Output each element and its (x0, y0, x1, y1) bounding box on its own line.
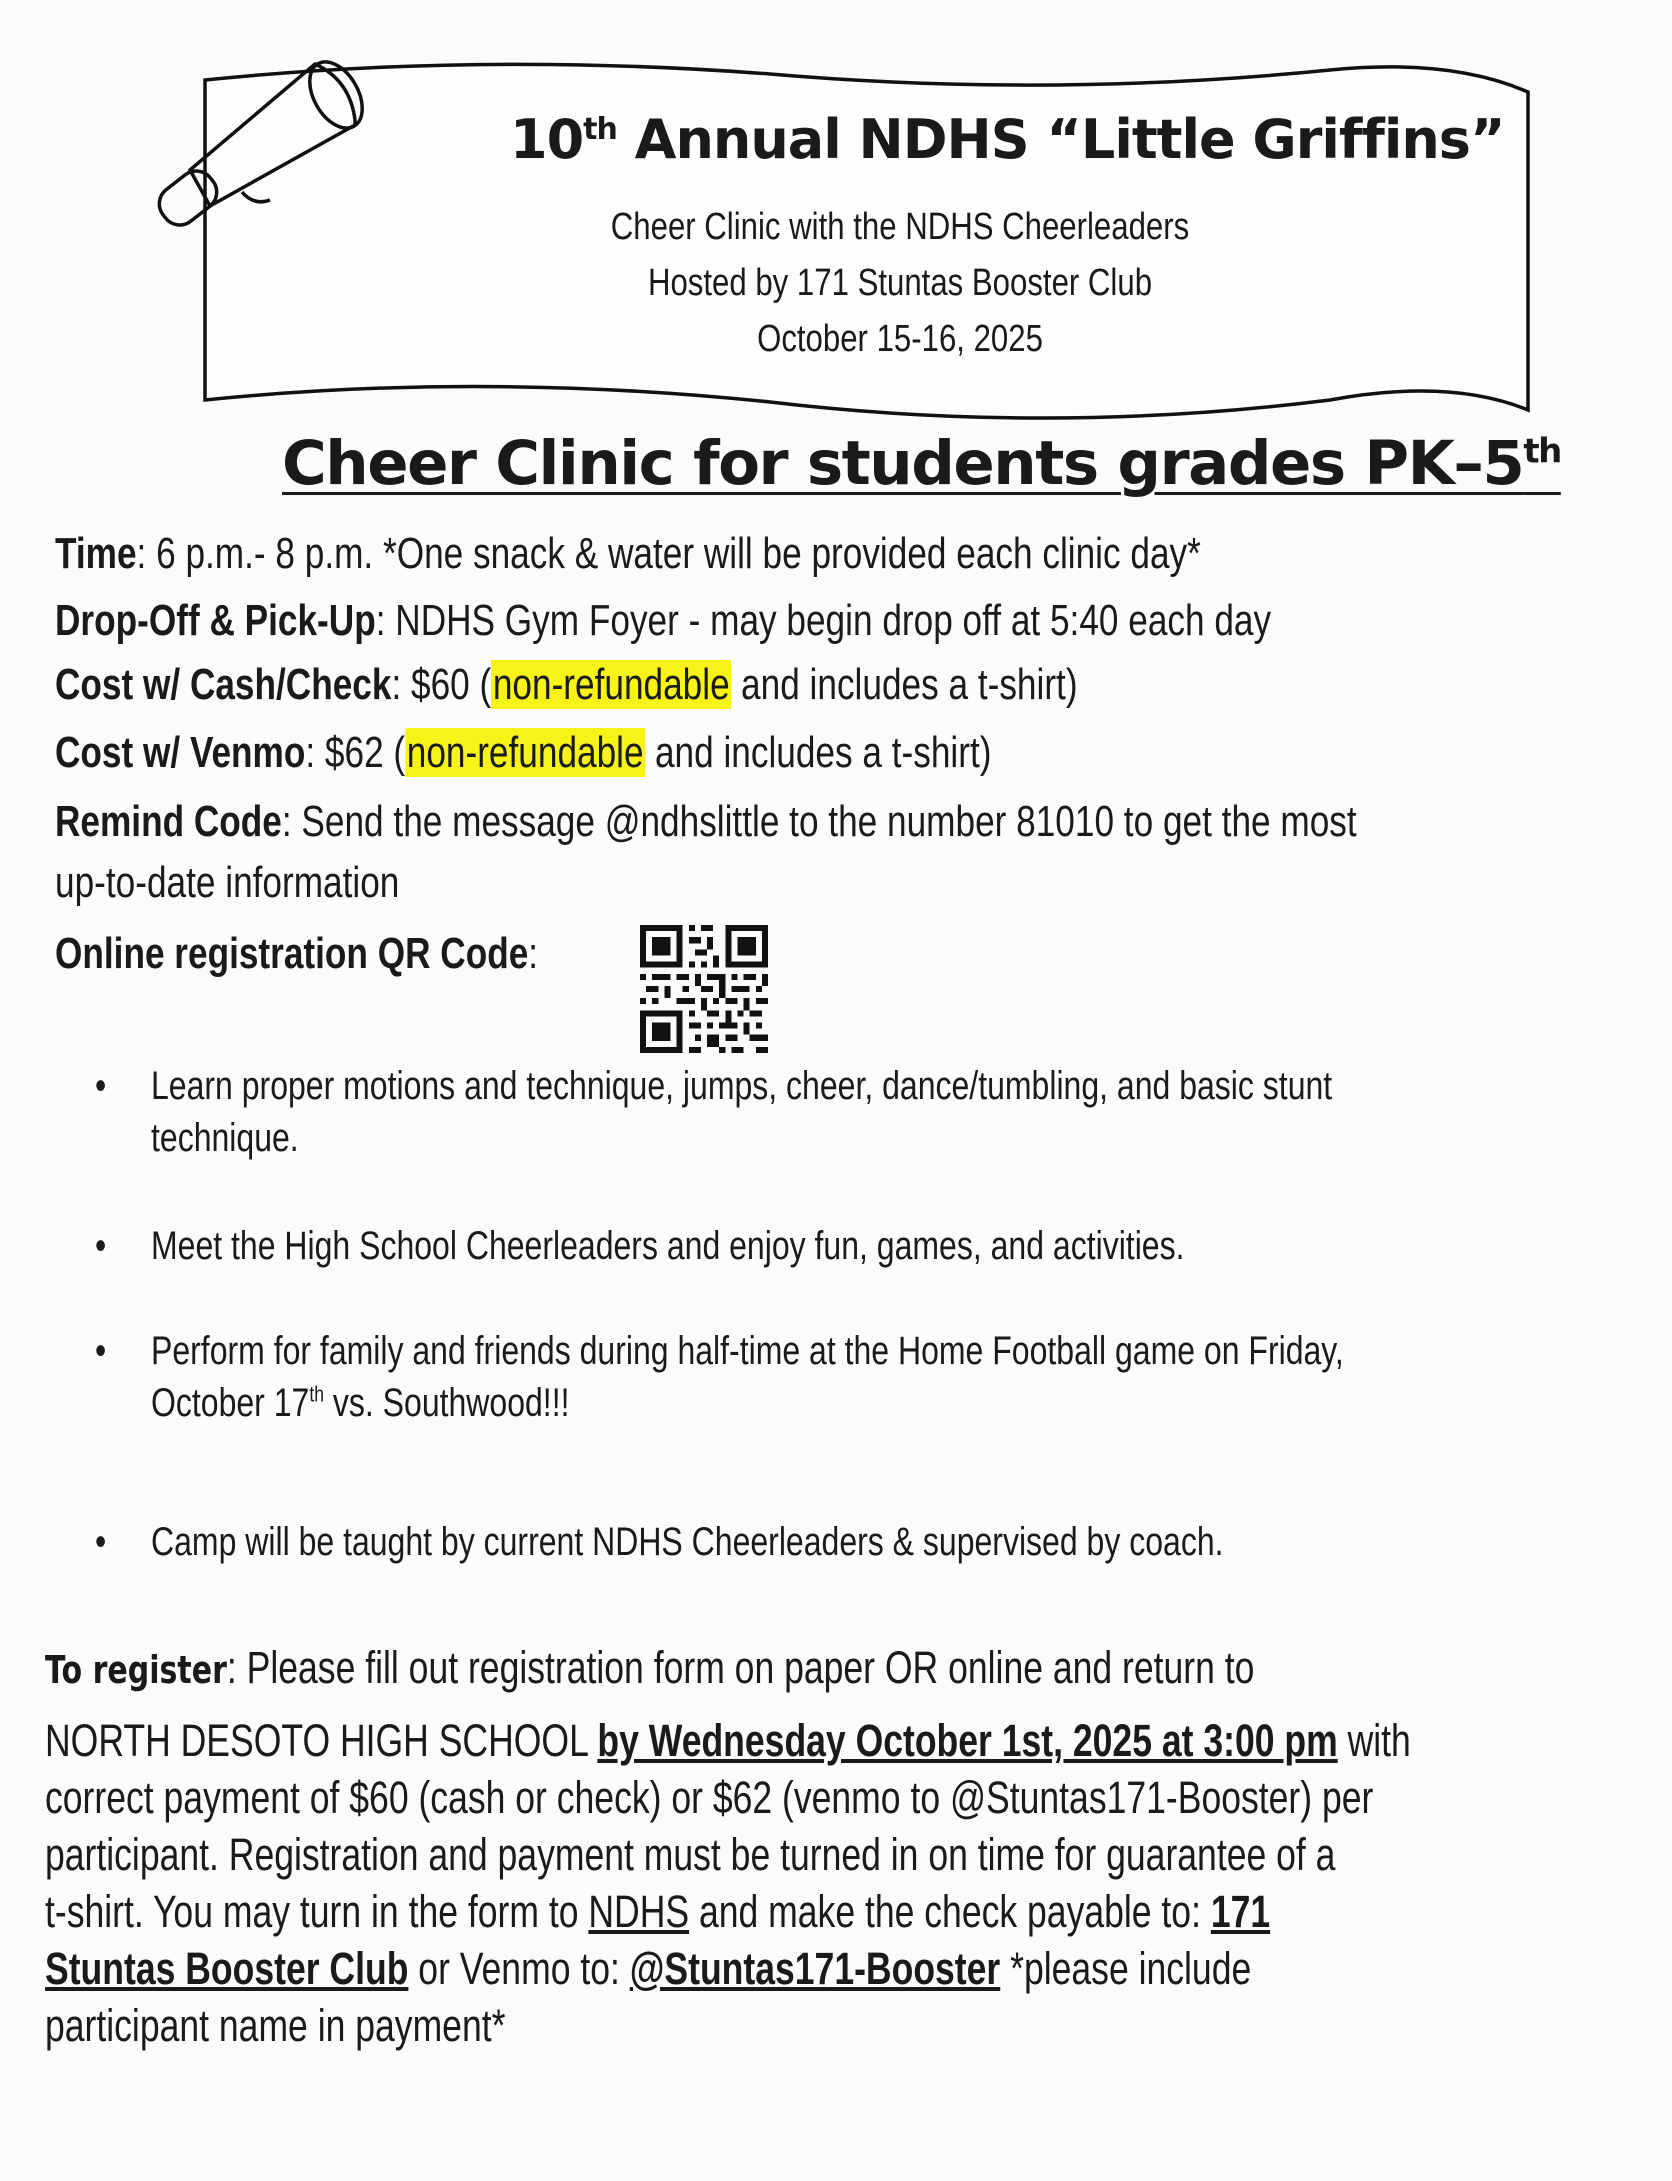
register-line-3: correct payment of $60 (cash or check) or $62 (venmo to @Stuntas171-Booster) per (45, 1772, 1374, 1823)
banner-title: 10th Annual NDHS “Little Griffins” (510, 108, 1505, 171)
register-line-6: Stuntas Booster Club or Venmo to: @Stuntas171-Booster *please include (45, 1943, 1252, 1994)
register-line-7: participant name in payment* (45, 2000, 506, 2051)
dropoff-line: Drop-Off & Pick-Up: NDHS Gym Foyer - may begin drop off at 5:40 each day (55, 596, 1272, 645)
registration-qr-code[interactable] (640, 925, 768, 1053)
register-line-4: participant. Registration and payment must be turned in on time for guarantee of a (45, 1829, 1336, 1880)
venmo-cost-line: Cost w/ Venmo: $62 (non-refundable and includes a t-shirt) (55, 728, 992, 777)
banner-subtitle: Cheer Clinic with the NDHS Cheerleaders (610, 206, 1190, 248)
register-line-2: NORTH DESOTO HIGH SCHOOL by Wednesday October 1st, 2025 at 3:00 pm with (45, 1715, 1411, 1766)
non-refundable-highlight: non-refundable (492, 660, 730, 709)
qr-label-line: Online registration QR Code: (55, 929, 539, 978)
deadline: by Wednesday October 1st, 2025 at 3:00 pm (597, 1715, 1338, 1766)
register-line-1: To register: Please fill out registration form on paper OR online and return to (45, 1642, 1255, 1693)
venmo-handle: @Stuntas171-Booster (629, 1943, 1001, 1994)
page-heading: Cheer Clinic for students grades PK–5th (282, 428, 1561, 499)
register-line-5: t-shirt. You may turn in the form to NDHS and make the check payable to: 171 (45, 1886, 1271, 1937)
time-line: Time: 6 p.m.- 8 p.m. *One snack & water will be provided each clinic day* (55, 529, 1201, 578)
cash-cost-line: Cost w/ Cash/Check: $60 (non-refundable and includes a t-shirt) (55, 660, 1078, 709)
megaphone-icon (150, 50, 380, 240)
remind-code-line-2: up-to-date information (55, 858, 400, 907)
non-refundable-highlight: non-refundable (406, 728, 644, 777)
banner-host: Hosted by 171 Stuntas Booster Club (647, 262, 1153, 304)
remind-code-line: Remind Code: Send the message @ndhslittle to the number 81010 to get the most (55, 797, 1357, 846)
banner-date: October 15-16, 2025 (757, 318, 1043, 360)
title-banner (150, 50, 1550, 430)
